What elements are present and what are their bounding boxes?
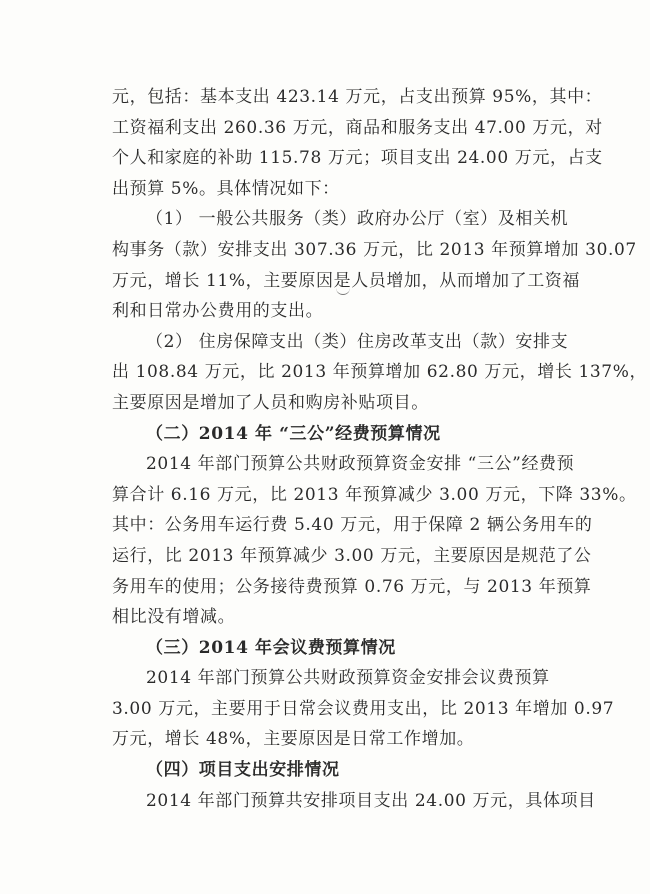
text-line: 2014 年部门预算公共财政预算资金安排会议费预算 [146,668,550,689]
text-line: 2014 年部门预算公共财政预算资金安排 “三公”经费预 [146,454,575,475]
section-heading: （二）2014 年 “三公”经费预算情况 [146,423,441,444]
document-body [112,82,648,816]
text-line: （1） 一般公共服务（类）政府办公厅（室）及相关机 [146,209,569,230]
text-line: （2） 住房保障支出（类）住房改革支出（款）安排支 [146,331,569,352]
text-line: 元，包括：基本支出 423.14 万元，占支出预算 95%，其中： [112,87,603,107]
text-line: 相比没有增减。 [112,607,236,628]
text-line: 其中：公务用车运行费 5.40 万元，用于保障 2 辆公务用车的 [112,515,593,536]
text-line: 万元，增长 48%，主要原因是日常工作增加。 [112,729,475,750]
text-line: 出预算 5%。具体情况如下： [112,178,340,199]
text-line: 利和日常办公费用的支出。 [112,301,324,322]
section-heading: （四）项目支出安排情况 [146,760,340,781]
text-line: 3.00 万元，主要用于日常会议费用支出，比 2013 年增加 0.97 [112,698,615,719]
text-line: 2014 年部门预算共安排项目支出 24.00 万元，具体项目 [146,790,596,811]
text-line: 算合计 6.16 万元，比 2013 年预算减少 3.00 万元，下降 33%。 [112,484,637,505]
section-heading: （三）2014 年会议费预算情况 [146,637,396,658]
text-line: 主要原因是增加了人员和购房补贴项目。 [112,392,429,413]
text-line: 构事务（款）安排支出 307.36 万元，比 2013 年预算增加 30.07 [112,239,637,260]
text-line: 工资福利支出 260.36 万元，商品和服务支出 47.00 万元，对 [112,117,603,138]
text-line: 务用车的使用；公务接待费预算 0.76 万元，与 2013 年预算 [112,576,592,597]
text-line: 个人和家庭的补助 115.78 万元；项目支出 24.00 万元，占支 [112,148,603,169]
text-line: 运行，比 2013 年预算减少 3.00 万元，主要原因是规范了公 [112,545,592,566]
text-line: 万元，增长 11%，主要原因是人员增加，从而增加了工资福 [112,270,580,291]
text-line: 出 108.84 万元，比 2013 年预算增加 62.80 万元，增长 137%， [112,362,648,383]
